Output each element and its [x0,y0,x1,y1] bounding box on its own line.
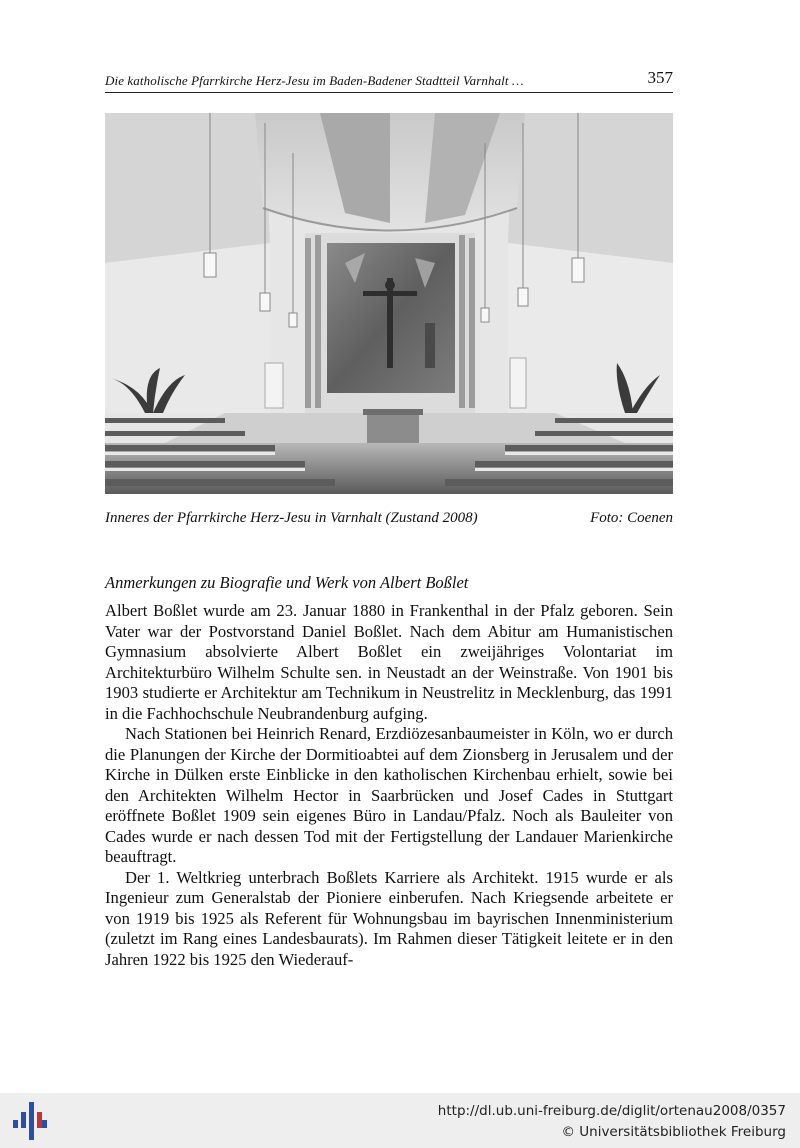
running-header [105,70,673,93]
page-number: 357 [647,68,673,87]
figure-caption [105,510,673,530]
church-interior-photo [105,113,673,494]
copyright-notice: © Universitätsbibliothek Freiburg [561,1124,786,1140]
paragraph: Albert Boßlet wurde am 23. Januar 1880 in Frankenthal in der Pfalz geboren. Sein Vater war der Postvorstand Daniel Boßlet. Nach dem Abitur am Humanistischen Gymnasium absolvierte Albert Boßlet ein zweijähriges Volontariat im Architekturbüro Wilhelm Schulte sen. in Neustadt an der Weinstraße. Von 1901 bis 1903 studierte er Architektur am Technikum in Neustrelitz in Mecklenburg, das 1991 in die Fachhochschule Neubrandenburg aufging. [105,601,673,723]
source-url-link[interactable]: http://dl.ub.uni-freiburg.de/diglit/ortenau2008/0357 [437,1103,786,1119]
library-logo-icon [12,1098,48,1142]
footer-bar [0,1093,800,1148]
section-heading: Anmerkungen zu Biografie und Werk von Albert Boßlet [105,573,469,592]
photo-credit: Foto: Coenen [590,510,673,526]
paragraph: Der 1. Weltkrieg unterbrach Boßlets Karriere als Architekt. 1915 wurde er als Ingenieur zum Generalstab der Pioniere einberufen. Nach Kriegsende arbeitete er von 1919 bis 1925 als Referent für Wohnungsbau im bayrischen Innenministerium (zuletzt im Rang eines Landesbaurats). Im Rahmen dieser Tätigkeit leitete er in den Jahren 1922 bis 1925 den Wiederauf- [105,867,673,969]
body-text [105,601,673,970]
caption-text: Inneres der Pfarrkirche Herz-Jesu in Varnhalt (Zustand 2008) [105,510,478,526]
paragraph: Nach Stationen bei Heinrich Renard, Erzdiözesanbaumeister in Köln, wo er durch die Planungen der Kirche der Dormitioabtei auf dem Zionsberg in Jerusalem und der Kirche in Dülken erste Einblicke in den katholischen Kirchenbau erhielt, sowie bei den Architekten Wilhelm Hector in Saarbrücken und Josef Cades in Stuttgart eröffnete Boßlet 1909 sein eigenes Büro in Landau/Pfalz. Noch als Bauleiter von Cades wurde er nach dessen Tod mit der Fertigstellung der Landauer Marienkirche beauftragt. [105,724,673,866]
running-title: Die katholische Pfarrkirche Herz-Jesu im Baden-Badener Stadtteil Varnhalt … [105,73,524,88]
